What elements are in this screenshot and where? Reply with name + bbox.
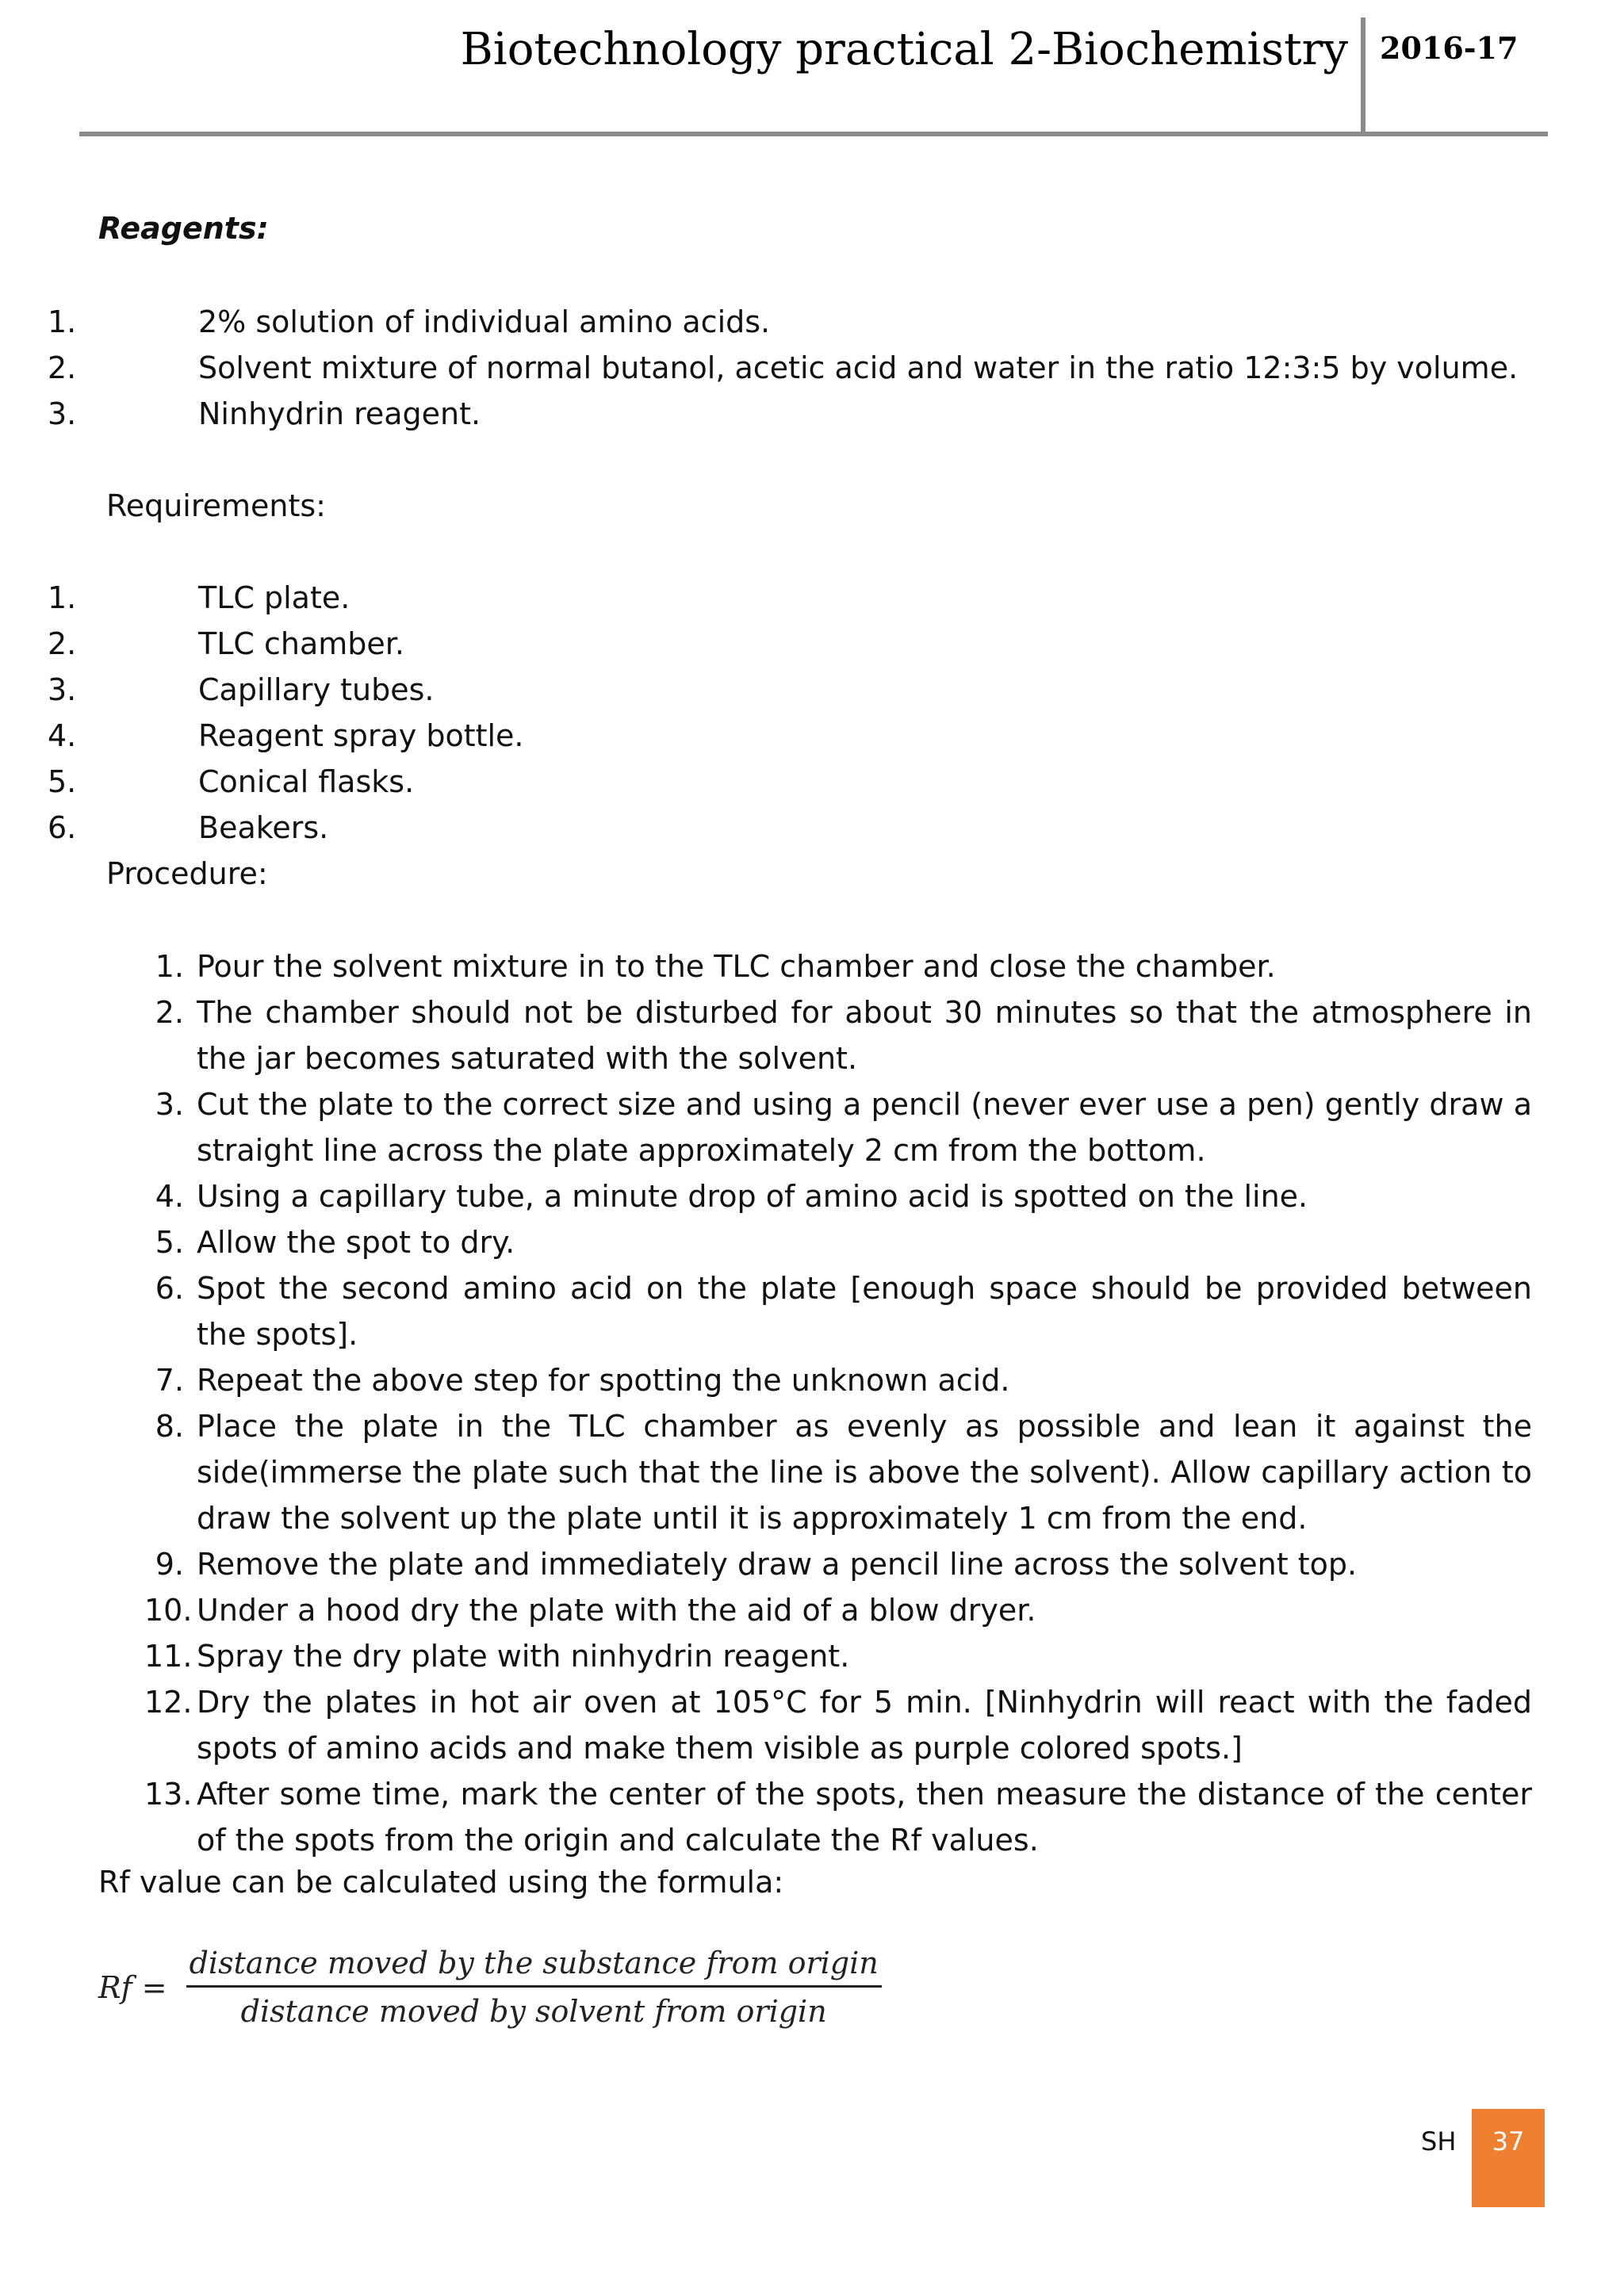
step-number: 12. (144, 1685, 193, 1720)
list-item-text: Beakers. (198, 810, 329, 845)
step-number: 11. (144, 1639, 193, 1674)
step-text: Pour the solvent mixture in to the TLC chamber and close the chamber. (197, 949, 1276, 984)
list-item-number: 1. (48, 304, 77, 339)
page-number-badge (1472, 2109, 1545, 2207)
list-item-text: Capillary tubes. (198, 672, 435, 707)
list-item-text: Reagent spray bottle. (198, 718, 524, 753)
step-text: Cut the plate to the correct size and using a pencil (never ever use a pen) gently draw a straight line across the plate approximately 2 cm from the bottom. (197, 1087, 1532, 1168)
list-item (144, 1403, 1532, 1541)
step-text: Under a hood dry the plate with the aid of a blow dryer. (197, 1593, 1036, 1628)
step-number: 8. (155, 1409, 184, 1444)
list-item (144, 989, 1532, 1081)
rf-formula (98, 1946, 882, 2029)
step-text: Remove the plate and immediately draw a pencil line across the solvent top. (197, 1547, 1358, 1582)
formula-intro: Rf value can be calculated using the formula: (98, 1865, 784, 1900)
step-number: 6. (155, 1271, 184, 1306)
list-item-number: 2. (48, 350, 77, 385)
step-number: 2. (155, 995, 184, 1030)
list-item-number: 4. (48, 718, 77, 753)
list-item (144, 1173, 1532, 1219)
step-number: 13. (144, 1777, 193, 1812)
procedure-steps (144, 943, 1532, 1863)
formula-fraction (186, 1946, 882, 2029)
step-number: 3. (155, 1087, 184, 1122)
step-number: 9. (155, 1547, 184, 1582)
step-text: Using a capillary tube, a minute drop of amino acid is spotted on the line. (197, 1179, 1308, 1214)
formula-denominator: distance moved by solvent from origin (240, 1994, 827, 2029)
procedure-heading: Procedure: (106, 856, 268, 891)
step-text: After some time, mark the center of the spots, then measure the distance of the center of the spots from the origin and calculate the Rf values. (197, 1777, 1532, 1858)
page-number: 37 (1492, 2126, 1525, 2156)
step-number: 5. (155, 1225, 184, 1260)
step-text: Place the plate in the TLC chamber as evenly as possible and lean it against the side(immerse the plate such that the line is above the solvent). Allow capillary action to draw the solvent up the plate until it is approximately 1 cm from the end. (197, 1409, 1532, 1536)
header-title: Biotechnology practical 2-Biochemistry (460, 24, 1348, 75)
header-divider-horizontal (79, 132, 1548, 136)
step-text: Allow the spot to dry. (197, 1225, 515, 1260)
formula-lhs: Rf = (98, 1969, 167, 2005)
step-number: 7. (155, 1363, 184, 1398)
list-item-number: 6. (48, 810, 77, 845)
list-item-text: 2% solution of individual amino acids. (198, 304, 771, 339)
list-item (144, 943, 1532, 989)
list-item (144, 1587, 1532, 1633)
list-item-number: 2. (48, 626, 77, 661)
step-text: Spot the second amino acid on the plate [enough space should be provided between the spots]. (197, 1271, 1532, 1352)
list-item (144, 1679, 1532, 1771)
list-item-text: TLC chamber. (198, 626, 404, 661)
list-item (144, 1771, 1532, 1863)
list-item (144, 1541, 1532, 1587)
footer-initials: SH (1421, 2126, 1457, 2156)
list-item-number: 3. (48, 672, 77, 707)
step-number: 10. (144, 1593, 193, 1628)
list-item-text: Ninhydrin reagent. (198, 396, 481, 431)
step-text: The chamber should not be disturbed for about 30 minutes so that the atmosphere in the jar becomes saturated with the solvent. (197, 995, 1532, 1076)
step-text: Dry the plates in hot air oven at 105°C for 5 min. [Ninhydrin will react with the faded spots of amino acids and make them visible as purple colored spots.] (197, 1685, 1532, 1766)
list-item (144, 1265, 1532, 1357)
list-item-text: Conical flasks. (198, 764, 415, 799)
step-number: 1. (155, 949, 184, 984)
list-item-text: Solvent mixture of normal butanol, acetic acid and water in the ratio 12:3:5 by volume. (198, 350, 1519, 385)
list-item (144, 1219, 1532, 1265)
list-item-text: TLC plate. (198, 580, 350, 615)
list-item-number: 5. (48, 764, 77, 799)
requirements-heading: Requirements: (106, 488, 326, 523)
step-number: 4. (155, 1179, 184, 1214)
step-text: Repeat the above step for spotting the unknown acid. (197, 1363, 1010, 1398)
formula-numerator: distance moved by the substance from origin (186, 1946, 882, 1988)
header-divider-vertical (1361, 17, 1365, 135)
step-text: Spray the dry plate with ninhydrin reagent. (197, 1639, 850, 1674)
list-item-number: 1. (48, 580, 77, 615)
header-year: 2016-17 (1380, 30, 1519, 66)
list-item (144, 1357, 1532, 1403)
list-item-number: 3. (48, 396, 77, 431)
list-item (144, 1081, 1532, 1173)
list-item (144, 1633, 1532, 1679)
reagents-heading: Reagents: (98, 211, 269, 246)
